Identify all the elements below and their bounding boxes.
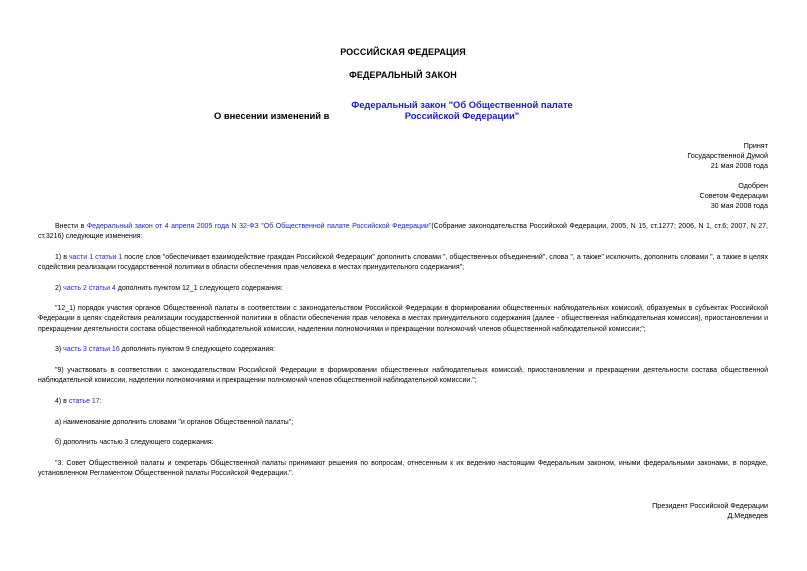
accepted-label: Принят [743, 141, 768, 150]
approved-label: Одобрен [738, 181, 768, 190]
document-type-heading: ФЕДЕРАЛЬНЫЙ ЗАКОН [349, 70, 457, 80]
approved-by: Советом Федерации [699, 191, 768, 200]
item-2-quote: "12_1) порядок участия органов Общественной палаты в соответствии с законодательством Российской Федерации в формировании общественных наблюдательных комиссий, образуемых в субъектах Российской Федерации в целях содействия реализации государственной политики в области обеспечения прав человека в местах принудительного содержания (далее - общественная наблюдательная комиссия), приостановлении и прекращении деятельности состава общественной наблюдательной комиссии, наделении полномочиями и прекращении полномочий членов общественной наблюдательной комиссии;"; [38, 305, 768, 333]
country-heading: РОССИЙСКАЯ ФЕДЕРАЦИЯ [340, 47, 466, 57]
item-3-quote: "9) участвовать в соответствии с законодательством Российской Федерации в формировании общественных наблюдательных комиссий, приостановлении и прекращении деятельности состава общественной наблюдательной комиссии, наделении полномочиями и прекращении полномочий членов общественной наблюдательной комиссии."; [38, 367, 768, 385]
item-1-paragraph: 1) в части 1 статьи 1 после слов "обеспечивает взаимодействие граждан Российской Федерации" дополнить словами ", общественных объединений", слова ", а также" исключить, дополнить словами ", а также в целях содействия реализации государственной политики в области обеспечения прав человека в местах принудительного содержания"; [38, 254, 768, 272]
signature-block [652, 501, 768, 521]
signature-position: Президент Российской Федерации [652, 501, 768, 510]
item-2-paragraph: 2) часть 2 статьи 4 дополнить пунктом 12_1 следующего содержания: [55, 285, 283, 292]
item-4-paragraph: 4) в статье 17: [55, 398, 102, 405]
item-4a-paragraph: а) наименование дополнить словами "и органов Общественной палаты"; [55, 419, 294, 426]
title-prefix: О внесении изменений в [213, 110, 332, 121]
item-3-paragraph: 3) часть 3 статьи 16 дополнить пунктом 9 следующего содержания: [55, 346, 275, 353]
signature-name: Д.Медведев [727, 511, 768, 520]
accepted-by: Государственной Думой [687, 151, 768, 160]
document-title [38, 99, 768, 121]
item-1-link[interactable]: части 1 статьи 1 [69, 254, 123, 261]
intro-law-link[interactable]: Федеральный закон от 4 апреля 2005 года N 32-ФЗ "Об Общественной палате Российской Федерации" [86, 223, 432, 230]
adoption-federation-council-block [700, 181, 768, 211]
item-2-link[interactable]: часть 2 статьи 4 [63, 285, 116, 292]
approved-date: 30 мая 2008 года [710, 201, 768, 210]
title-law-link[interactable]: Федеральный закон "Об Общественной палате Российской Федерации" [351, 99, 573, 121]
item-4-quote: "3. Совет Общественной палаты и секретарь Общественной палаты принимают решения по вопросам, отнесенным к их ведению настоящим Федеральным законом, иными федеральными законами, в порядке, установленном Регламентом Общественной палаты Российской Федерации.". [38, 460, 768, 478]
item-4-link[interactable]: статье 17 [68, 398, 100, 405]
intro-paragraph: Внести в Федеральный закон от 4 апреля 2005 года N 32-ФЗ "Об Общественной палате Российской Федерации"(Собрание законодательства Российской Федерации, 2005, N 15, ст.1277; 2006, N 1, ст.6; 2007, N 27, ст.3216) следующие изменения: [38, 223, 769, 241]
item-3-link[interactable]: часть 3 статьи 16 [63, 346, 120, 353]
item-4b-paragraph: б) дополнить частью 3 следующего содержания: [55, 439, 214, 446]
accepted-date: 21 мая 2008 года [710, 161, 768, 170]
adoption-duma-block [687, 141, 768, 171]
